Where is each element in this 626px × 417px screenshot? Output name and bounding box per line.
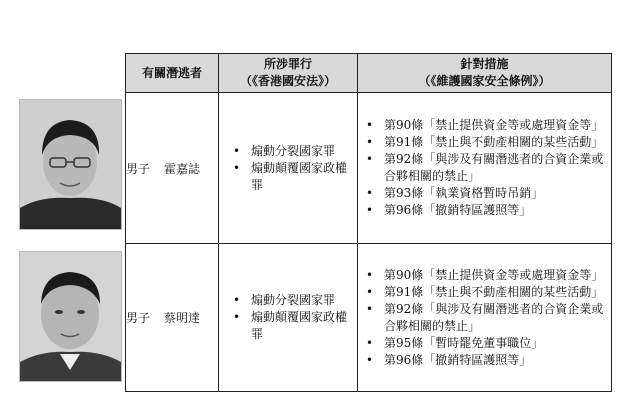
photo-person-1	[19, 99, 122, 230]
offences-cell	[219, 244, 358, 392]
measures-cell	[358, 93, 612, 244]
measures-cell	[358, 244, 612, 392]
absconder-name-cell: 男子 蔡明達	[126, 244, 219, 392]
photo-person-2	[19, 251, 122, 382]
measure-item: • 第95條「暫時罷免董事職位」	[366, 335, 611, 352]
absconder-name-cell: 男子 霍嘉誌	[126, 93, 219, 244]
measure-item: • 第91條「禁止與不動產相關的某些活動」	[366, 284, 611, 301]
measure-item: • 第90條「禁止提供資金等或處理資金等」	[366, 267, 611, 284]
offence-item: • 煽動分裂國家罪	[233, 143, 357, 160]
measure-item: • 第92條「與涉及有關潛逃者的合資企業或合夥相關的禁止」	[366, 301, 611, 335]
offences-cell	[219, 93, 358, 244]
measure-item: • 第92條「與涉及有關潛逃者的合資企業或合夥相關的禁止」	[366, 151, 611, 185]
offence-item: • 煽動顛覆國家政權罪	[233, 160, 357, 194]
measure-item: • 第93條「執業資格暫時吊銷」	[366, 185, 611, 202]
table-row	[126, 93, 612, 244]
offence-item: • 煽動顛覆國家政權罪	[233, 309, 357, 343]
header-offences: 所涉罪行 （《香港國安法》）	[219, 54, 358, 93]
measure-item: • 第96條「撤銷特區護照等」	[366, 202, 611, 219]
table-row	[126, 244, 612, 392]
measure-item: • 第90條「禁止提供資金等或處理資金等」	[366, 117, 611, 134]
measure-item: • 第96條「撤銷特區護照等」	[366, 352, 611, 369]
table-header-row	[126, 54, 612, 93]
header-absconder: 有關潛逃者	[126, 54, 219, 93]
measure-item: • 第91條「禁止與不動產相關的某些活動」	[366, 134, 611, 151]
absconders-table	[125, 53, 612, 392]
header-measures: 針對措施 （《維護國家安全條例》）	[358, 54, 612, 93]
offence-item: • 煽動分裂國家罪	[233, 292, 357, 309]
